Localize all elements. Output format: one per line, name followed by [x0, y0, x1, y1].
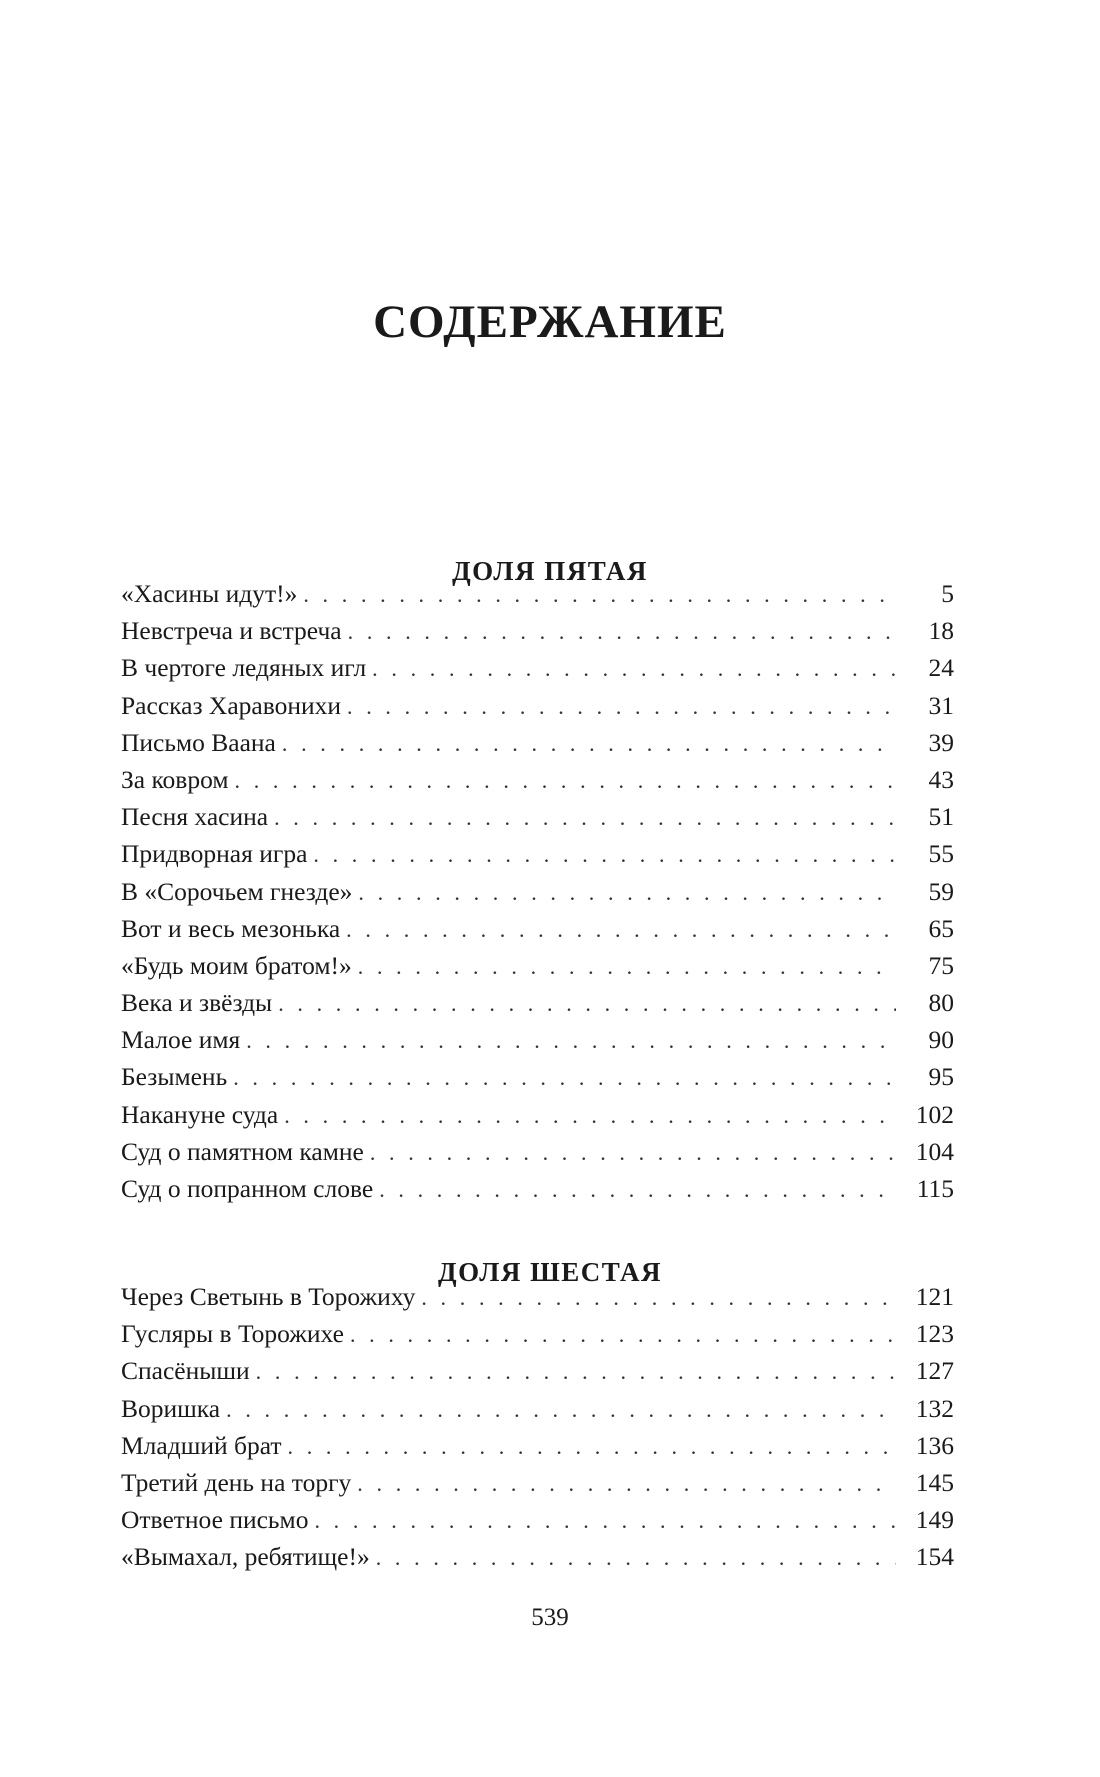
dot-leader [347, 688, 896, 724]
toc-entry-page-number: 127 [915, 1356, 954, 1386]
toc-entry[interactable] [121, 761, 954, 798]
toc-entry-title: Суд о памятном камне [121, 1136, 364, 1166]
toc-entry[interactable] [121, 1538, 954, 1575]
toc-entry-page-number: 104 [915, 1136, 954, 1166]
dot-leader [246, 1022, 896, 1058]
dot-leader [350, 1316, 896, 1352]
toc-entry-title: В «Сорочьем гнезде» [121, 876, 353, 906]
toc-entry-page-number: 145 [915, 1467, 954, 1497]
section-heading-part-six: ДОЛЯ ШЕСТАЯ [438, 1257, 662, 1288]
dot-leader [235, 762, 896, 798]
toc-entry[interactable] [121, 1501, 954, 1538]
toc-entry-title: Гусляры в Торожихе [121, 1319, 344, 1349]
dot-leader [256, 1353, 896, 1389]
toc-entry-title: Безымень [121, 1062, 228, 1092]
dot-leader [346, 911, 896, 947]
dot-leader [348, 613, 896, 649]
toc-entry-title: Рассказ Харавонихи [121, 690, 342, 720]
toc-entry-title: «Будь моим братом!» [121, 950, 352, 980]
toc-entry-title: «Вымахал, ребятище!» [121, 1542, 370, 1572]
section-heading-part-five: ДОЛЯ ПЯТАЯ [452, 556, 648, 587]
toc-entry[interactable] [121, 1427, 954, 1464]
toc-entry-page-number: 59 [928, 876, 954, 906]
toc-entry-page-number: 75 [928, 950, 954, 980]
toc-entry[interactable] [121, 1133, 954, 1170]
toc-entry-page-number: 55 [928, 839, 954, 869]
toc-entry-title: В чертоге ледяных игл [121, 653, 367, 683]
toc-entry-title: Через Светынь в Торожиху [121, 1282, 416, 1311]
toc-entry[interactable] [121, 724, 954, 761]
dot-leader [284, 1097, 896, 1133]
toc-entry[interactable] [121, 575, 954, 612]
toc-entry[interactable] [121, 1278, 954, 1315]
toc-entry[interactable] [121, 984, 954, 1021]
dot-leader [357, 1465, 896, 1501]
toc-entry[interactable] [121, 1170, 954, 1207]
dot-leader [376, 1539, 896, 1575]
toc-entry[interactable] [121, 612, 954, 649]
toc-entry-title: Придворная игра [121, 839, 308, 869]
toc-entry[interactable] [121, 1096, 954, 1133]
toc-entry[interactable] [121, 947, 954, 984]
toc-entry-title: Песня хасина [121, 802, 269, 832]
toc-entry-page-number: 80 [928, 988, 954, 1018]
page-number: 539 [531, 1604, 569, 1631]
toc-entry-page-number: 123 [915, 1319, 954, 1349]
dot-leader [421, 1279, 896, 1315]
dot-leader [274, 799, 896, 835]
toc-entry[interactable] [121, 798, 954, 835]
toc-entry-title: Младший брат [121, 1430, 282, 1460]
toc-entry-title: Спасёныши [121, 1356, 250, 1386]
toc-entry[interactable] [121, 649, 954, 686]
toc-entry-page-number: 24 [928, 653, 954, 683]
toc-entry-title: За ковром [121, 764, 229, 794]
toc-entry-page-number: 95 [928, 1062, 954, 1092]
dot-leader [358, 874, 896, 910]
toc-list-part-six [121, 1278, 954, 1576]
toc-entry-page-number: 39 [928, 727, 954, 757]
dot-leader [372, 650, 896, 686]
toc-entry[interactable] [121, 1352, 954, 1389]
dot-leader [278, 985, 896, 1021]
toc-entry-page-number: 43 [928, 764, 954, 794]
toc-entry-title: Третий день на торгу [121, 1467, 352, 1497]
dot-leader [379, 1171, 896, 1207]
toc-entry-page-number: 115 [916, 1174, 954, 1203]
toc-entry-title: Суд о попранном слове [121, 1174, 374, 1203]
toc-entry[interactable] [121, 687, 954, 724]
toc-entry-page-number: 136 [915, 1430, 954, 1460]
dot-leader [288, 1428, 896, 1464]
toc-entry-page-number: 132 [915, 1393, 954, 1423]
toc-entry-page-number: 5 [941, 579, 954, 608]
toc-entry-page-number: 31 [928, 690, 954, 720]
dot-leader [313, 836, 896, 872]
toc-entry[interactable] [121, 1021, 954, 1058]
toc-entry[interactable] [121, 1390, 954, 1427]
toc-entry-title: Накануне суда [121, 1099, 279, 1129]
toc-entry-page-number: 154 [915, 1542, 954, 1572]
toc-entry[interactable] [121, 1464, 954, 1501]
toc-entry-title: Века и звёзды [121, 988, 273, 1018]
toc-entry-page-number: 65 [928, 913, 954, 943]
toc-list-part-five [121, 575, 954, 1207]
dot-leader [282, 725, 896, 761]
toc-entry-title: Невстреча и встреча [121, 616, 342, 646]
dot-leader [358, 948, 896, 984]
toc-entry-page-number: 18 [928, 616, 954, 646]
toc-entry[interactable] [121, 1058, 954, 1095]
dot-leader [226, 1391, 896, 1427]
toc-entry-page-number: 51 [928, 802, 954, 832]
toc-entry-page-number: 121 [915, 1282, 954, 1311]
toc-entry-title: Вот и весь мезонька [121, 913, 341, 943]
toc-entry-title: Ответное письмо [121, 1505, 309, 1535]
dot-leader [303, 576, 896, 612]
toc-entry-title: Письмо Ваана [121, 727, 276, 757]
toc-entry[interactable] [121, 910, 954, 947]
dot-leader [314, 1502, 896, 1538]
dot-leader [370, 1134, 896, 1170]
toc-entry-title: «Хасины идут!» [121, 579, 298, 608]
toc-entry-title: Воришка [121, 1393, 221, 1423]
dot-leader [233, 1059, 896, 1095]
page-title: СОДЕРЖАНИЕ [373, 296, 727, 349]
toc-entry[interactable] [121, 835, 954, 872]
toc-entry-page-number: 102 [915, 1099, 954, 1129]
toc-entry-page-number: 149 [915, 1505, 954, 1535]
toc-entry-page-number: 90 [928, 1025, 954, 1055]
toc-entry[interactable] [121, 1315, 954, 1352]
toc-entry-title: Малое имя [121, 1025, 241, 1055]
toc-entry[interactable] [121, 873, 954, 910]
